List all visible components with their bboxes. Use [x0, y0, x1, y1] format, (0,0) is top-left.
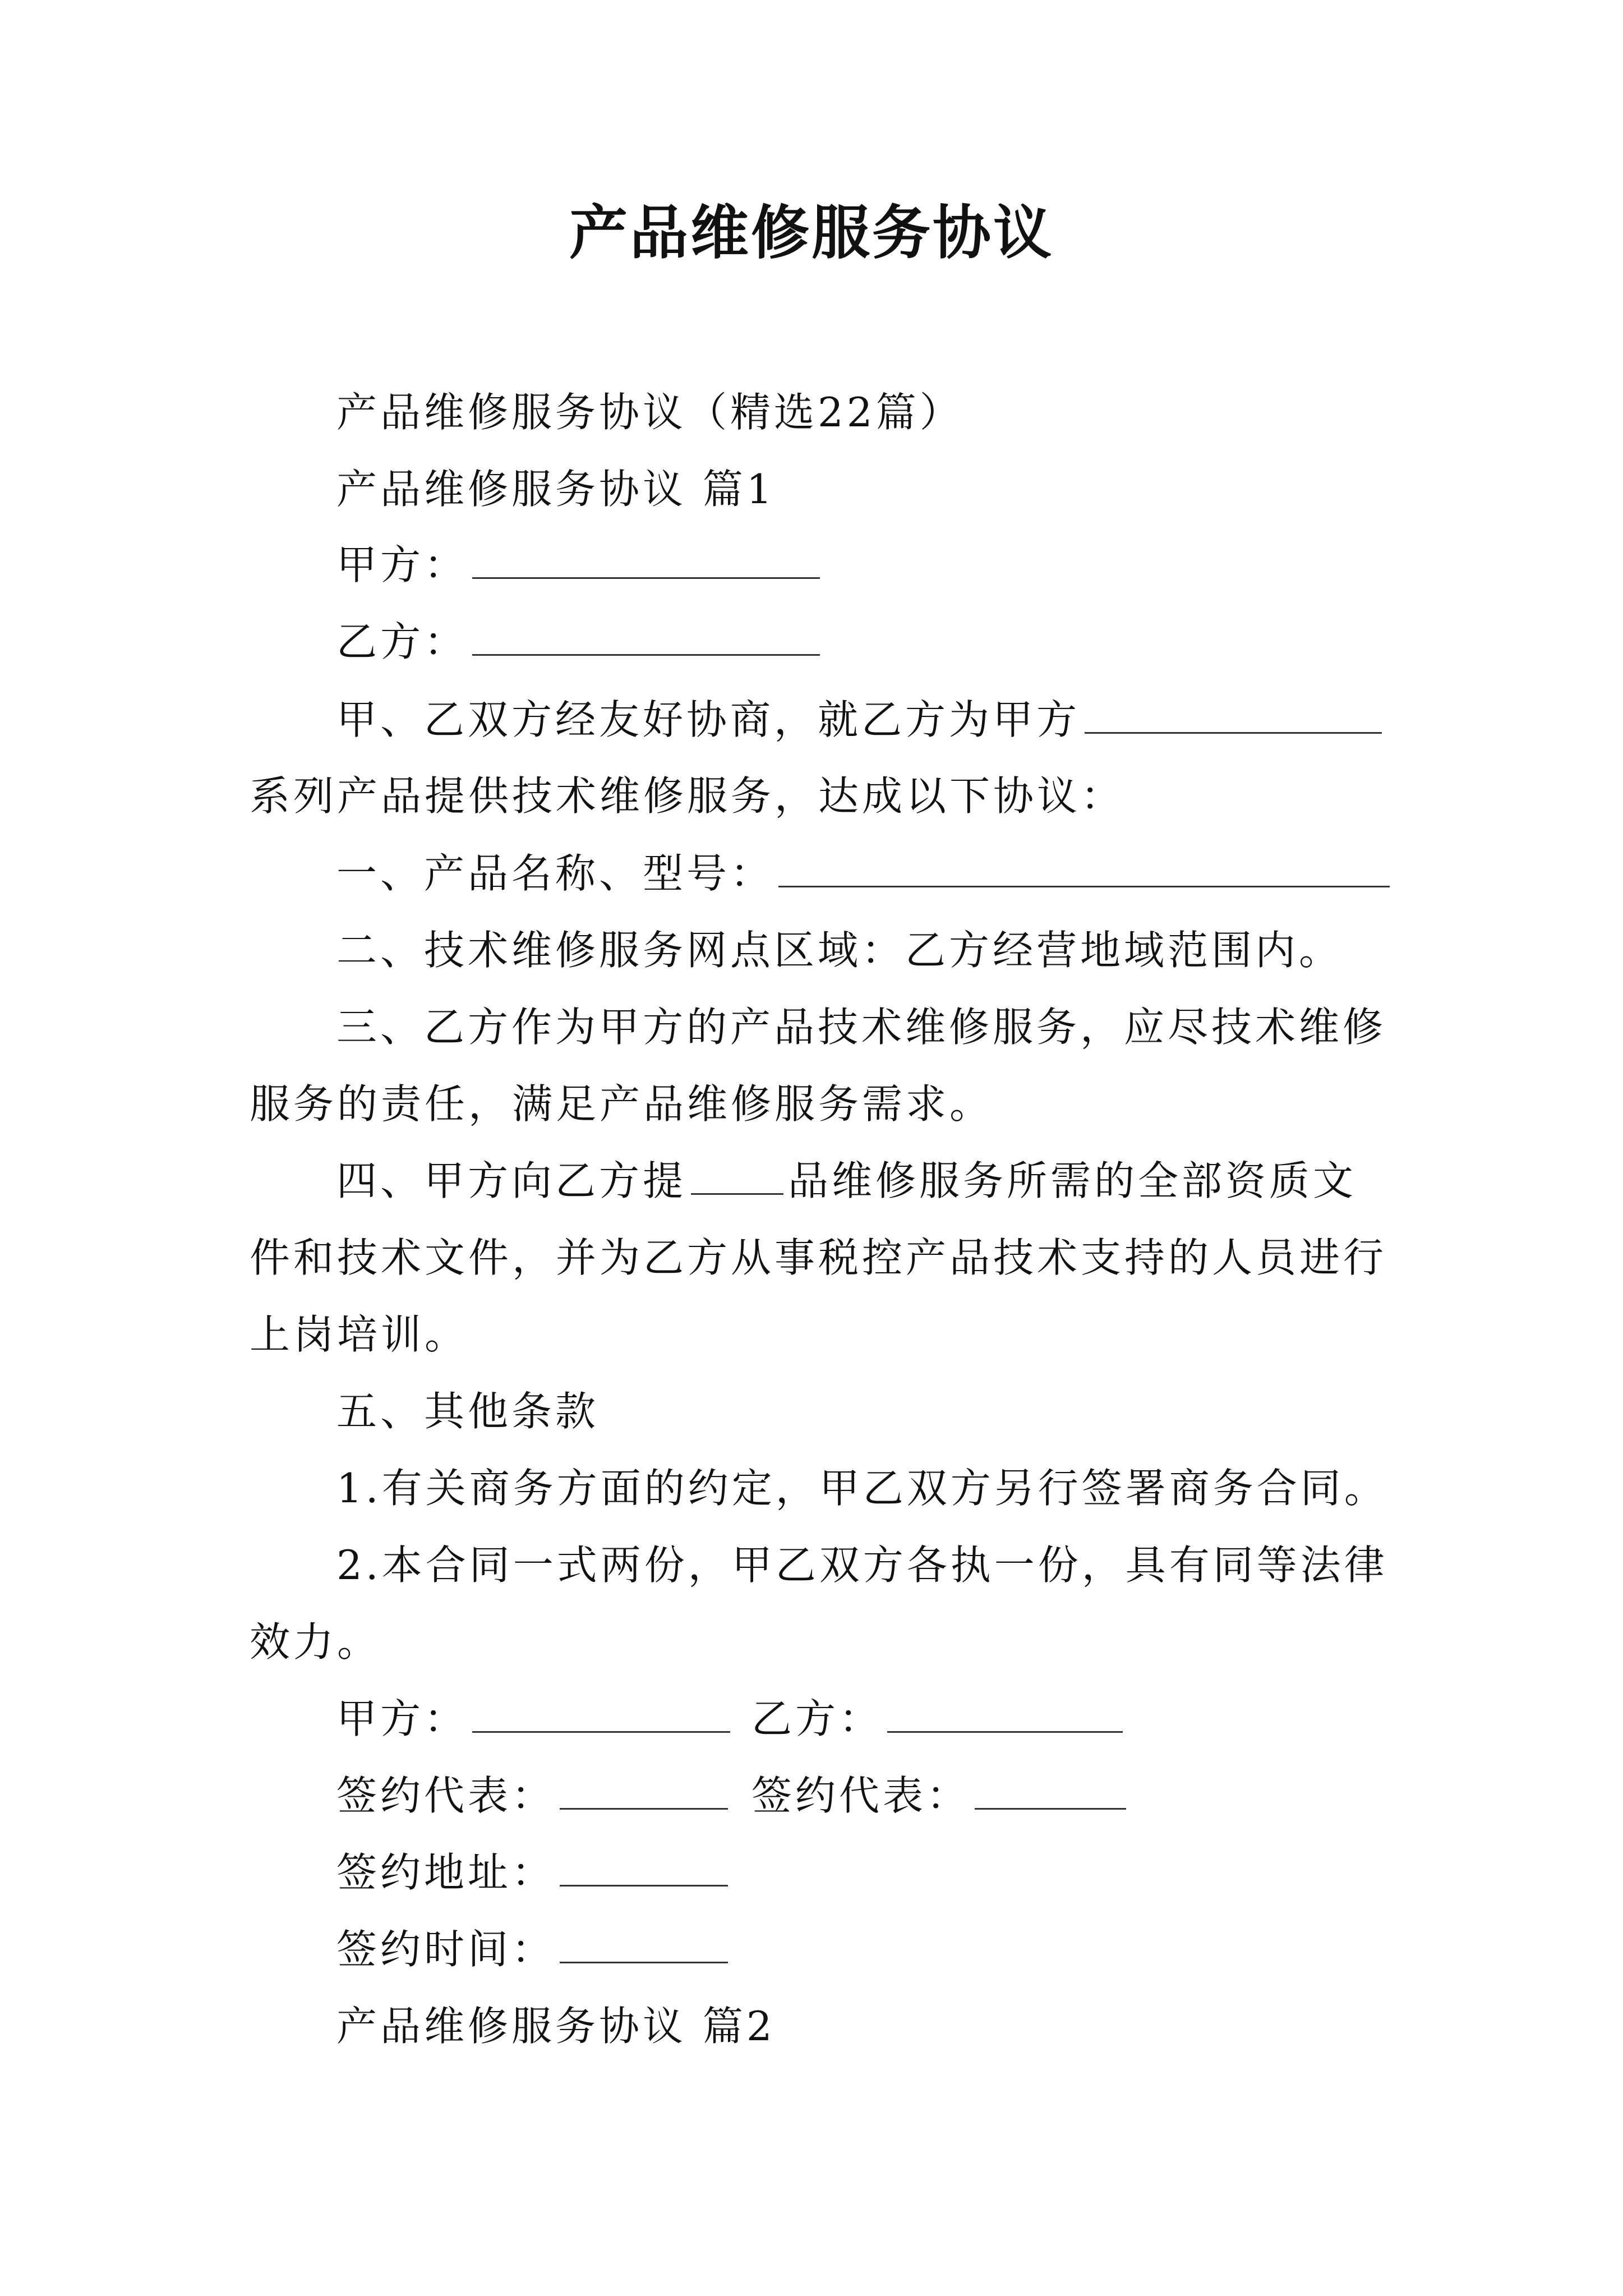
- sign-party-b-line: [751, 1694, 1123, 1744]
- item-1-line: [336, 848, 1390, 899]
- party-b-line: [336, 616, 820, 667]
- item-4-text-a: 四、甲方向乙方提: [336, 1157, 687, 1204]
- sign-party-b-blank[interactable]: [887, 1694, 1123, 1733]
- section-2-heading: 产品维修服务协议 篇2: [336, 2003, 776, 2050]
- sign-time-blank[interactable]: [560, 1925, 728, 1963]
- sign-rep-a-blank[interactable]: [560, 1771, 728, 1810]
- document-subtitle: 产品维修服务协议（精选22篇）: [336, 389, 963, 436]
- document-title: 产品维修服务协议: [569, 198, 1054, 267]
- item-4-line-2: 件和技术文件，并为乙方从事税控产品技术支持的人员进行: [250, 1234, 1387, 1281]
- item-2: 二、技术维修服务网点区域：乙方经营地域范围内。: [336, 927, 1343, 974]
- sign-rep-a-label: 签约代表：: [336, 1772, 556, 1819]
- sign-address-label: 签约地址：: [336, 1849, 556, 1896]
- sign-party-a-label: 甲方：: [336, 1695, 468, 1742]
- party-b-label: 乙方：: [336, 618, 468, 665]
- sign-rep-b-blank[interactable]: [975, 1771, 1126, 1810]
- item-3-line-2: 服务的责任，满足产品维修服务需求。: [250, 1080, 994, 1128]
- clause-2-line-1: 2.本合同一式两份，甲乙双方各执一份，具有同等法律: [336, 1542, 1388, 1589]
- sign-rep-b-line: [751, 1770, 1126, 1821]
- party-a-label: 甲方：: [336, 541, 468, 588]
- item-4-text-b: 品维修服务所需的全部资质文: [788, 1157, 1357, 1204]
- item-3-line-1: 三、乙方作为甲方的产品技术维修服务，应尽技术维修: [336, 1004, 1387, 1051]
- product-model-blank[interactable]: [778, 849, 1390, 887]
- party-a-blank[interactable]: [472, 540, 820, 579]
- sign-rep-b-label: 签约代表：: [751, 1772, 971, 1819]
- item-4-line-3: 上岗培训。: [250, 1311, 469, 1358]
- sign-party-a-line: [336, 1694, 730, 1744]
- item-5: 五、其他条款: [336, 1388, 600, 1435]
- sign-party-b-label: 乙方：: [751, 1695, 883, 1742]
- sign-address-blank[interactable]: [560, 1848, 728, 1887]
- product-series-blank[interactable]: [1085, 695, 1382, 734]
- sign-party-a-blank[interactable]: [472, 1694, 730, 1733]
- sign-time-label: 签约时间：: [336, 1926, 556, 1973]
- intro-line-2: 系列产品提供技术维修服务，达成以下协议：: [250, 772, 1125, 820]
- clause-2-line-2: 效力。: [250, 1618, 381, 1665]
- sign-rep-a-line: [336, 1770, 728, 1821]
- item-4-line-1: [336, 1156, 1357, 1206]
- party-b-blank[interactable]: [472, 617, 820, 656]
- intro-line-1: [336, 694, 1382, 745]
- section-1-heading: 产品维修服务协议 篇1: [336, 466, 776, 513]
- clause-1: 1.有关商务方面的约定，甲乙双方另行签署商务合同。: [336, 1465, 1388, 1512]
- intro-text-1: 甲、乙双方经友好协商，就乙方为甲方: [336, 696, 1081, 743]
- sign-address-line: [336, 1847, 728, 1898]
- item-1-text: 一、产品名称、型号：: [336, 850, 774, 897]
- sign-time-line: [336, 1924, 728, 1975]
- item-4-blank[interactable]: [691, 1156, 783, 1195]
- party-a-line: [336, 540, 820, 590]
